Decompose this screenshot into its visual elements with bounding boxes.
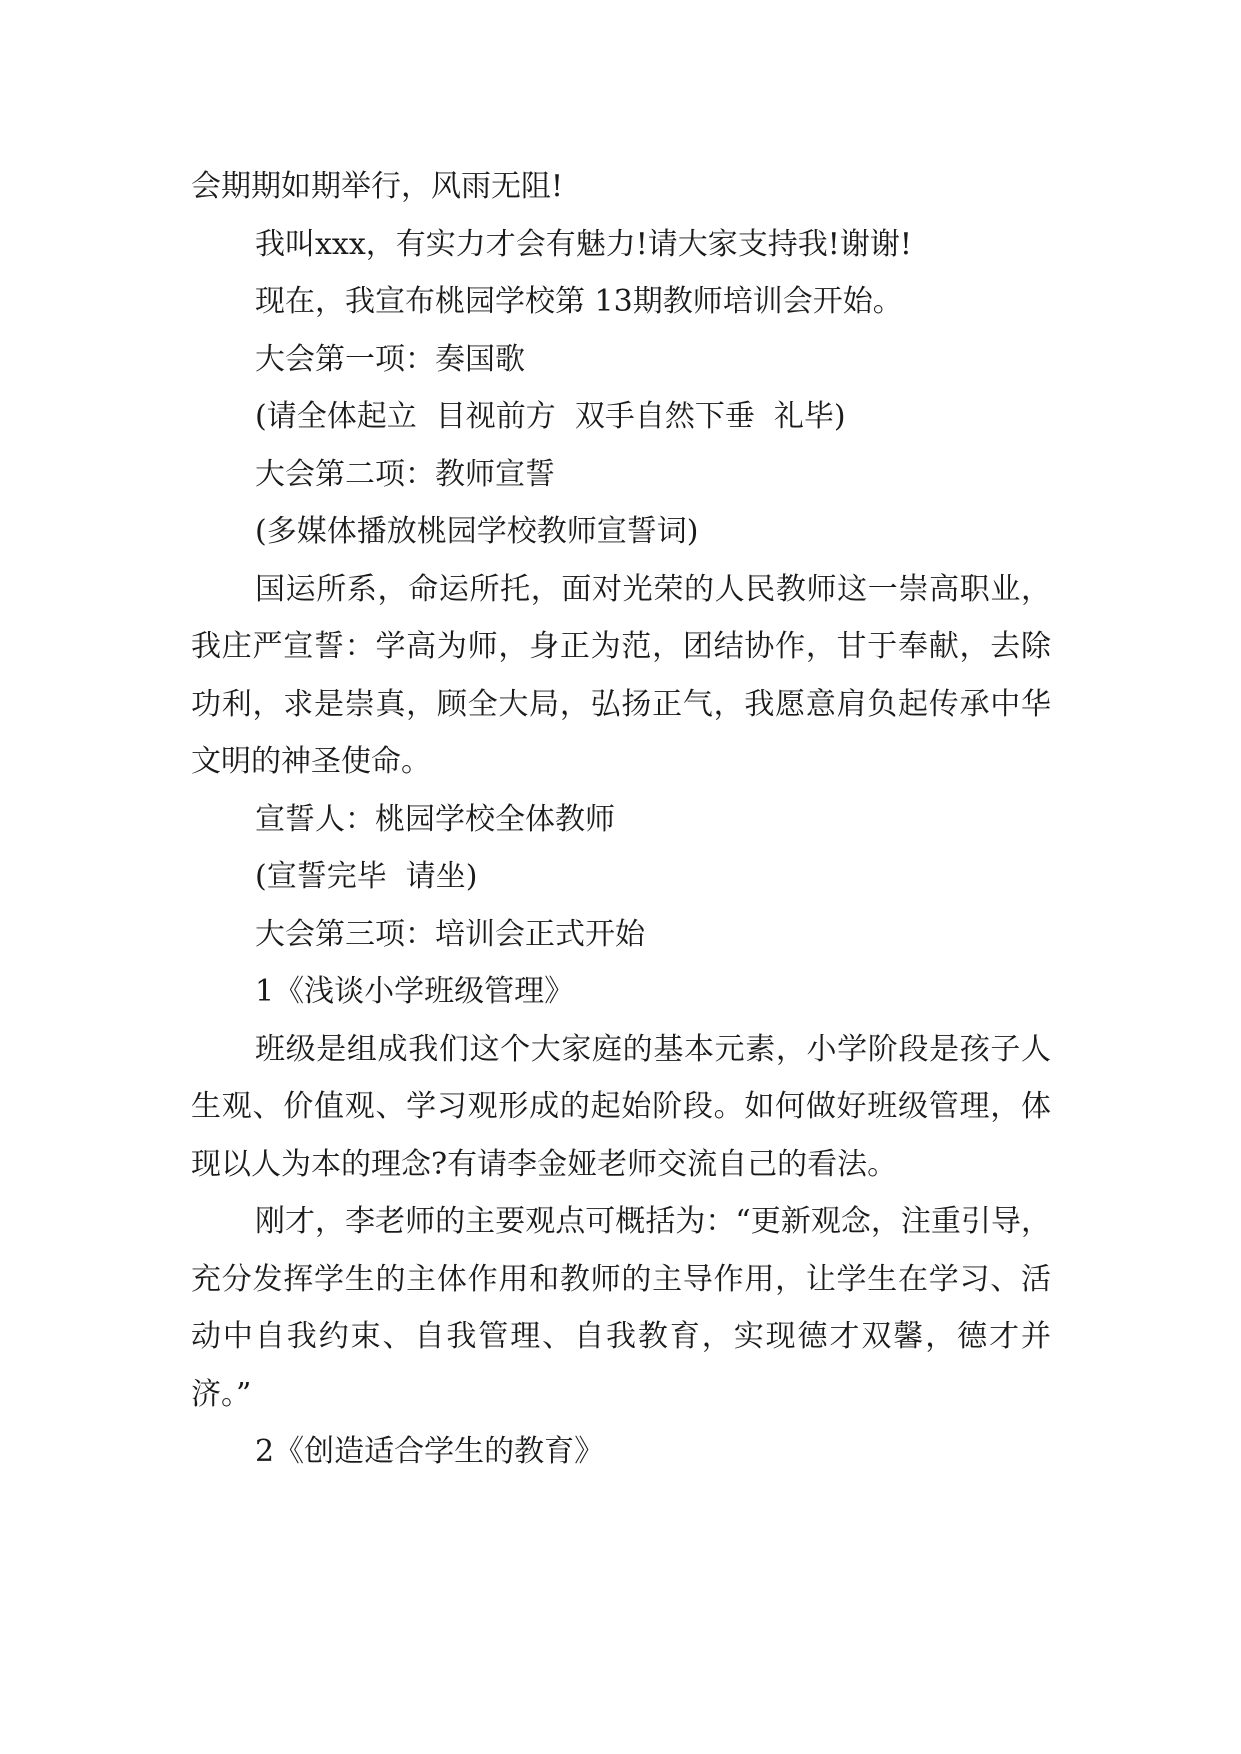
- paragraph-class-management: 班级是组成我们这个大家庭的基本元素，小学阶段是孩子人生观、价值观、学习观形成的起始阶段。如何做好班级管理，体现以人为本的理念?有请李金娅老师交流自己的看法。: [191, 1031, 1051, 1182]
- oath-signatory: 宣誓人：桃园学校全体教师: [255, 801, 615, 837]
- agenda-item-1: 大会第一项：奏国歌: [255, 341, 525, 377]
- stage-direction-1: (请全体起立 目视前方 双手自然下垂 礼毕): [255, 399, 846, 434]
- paragraph-opening-announcement: 现在，我宣布桃园学校第 13期教师培训会开始。: [255, 284, 903, 319]
- paragraph-summary: 刚才，李老师的主要观点可概括为：“更新观念，注重引导，充分发挥学生的主体作用和教师的主导作用，让学生在学习、活动中自我约束、自我管理、自我教育，实现德才双馨，德才并济。”: [191, 1204, 1051, 1412]
- stage-direction-2: (多媒体播放桃园学校教师宣誓词): [255, 514, 699, 549]
- session-title-2: 2《创造适合学生的教育》: [255, 1434, 605, 1469]
- paragraph-oath: 国运所系，命运所托，面对光荣的人民教师这一崇高职业，我庄严宣誓：学高为师，身正为范，团结协作，甘于奉献，去除功利，求是崇真，顾全大局，弘扬正气，我愿意肩负起传承中华文明的神圣使命。: [191, 571, 1051, 779]
- document-body: [191, 158, 1051, 1481]
- stage-direction-3: (宣誓完毕 请坐): [255, 859, 478, 894]
- session-title-1: 1《浅谈小学班级管理》: [255, 974, 575, 1009]
- agenda-item-2: 大会第二项：教师宣誓: [255, 456, 555, 492]
- paragraph-self-introduction: 我叫xxx，有实力才会有魅力!请大家支持我!谢谢!: [255, 226, 912, 262]
- agenda-item-3: 大会第三项：培训会正式开始: [255, 916, 645, 952]
- paragraph-continuation: 会期期如期举行，风雨无阻!: [191, 169, 564, 204]
